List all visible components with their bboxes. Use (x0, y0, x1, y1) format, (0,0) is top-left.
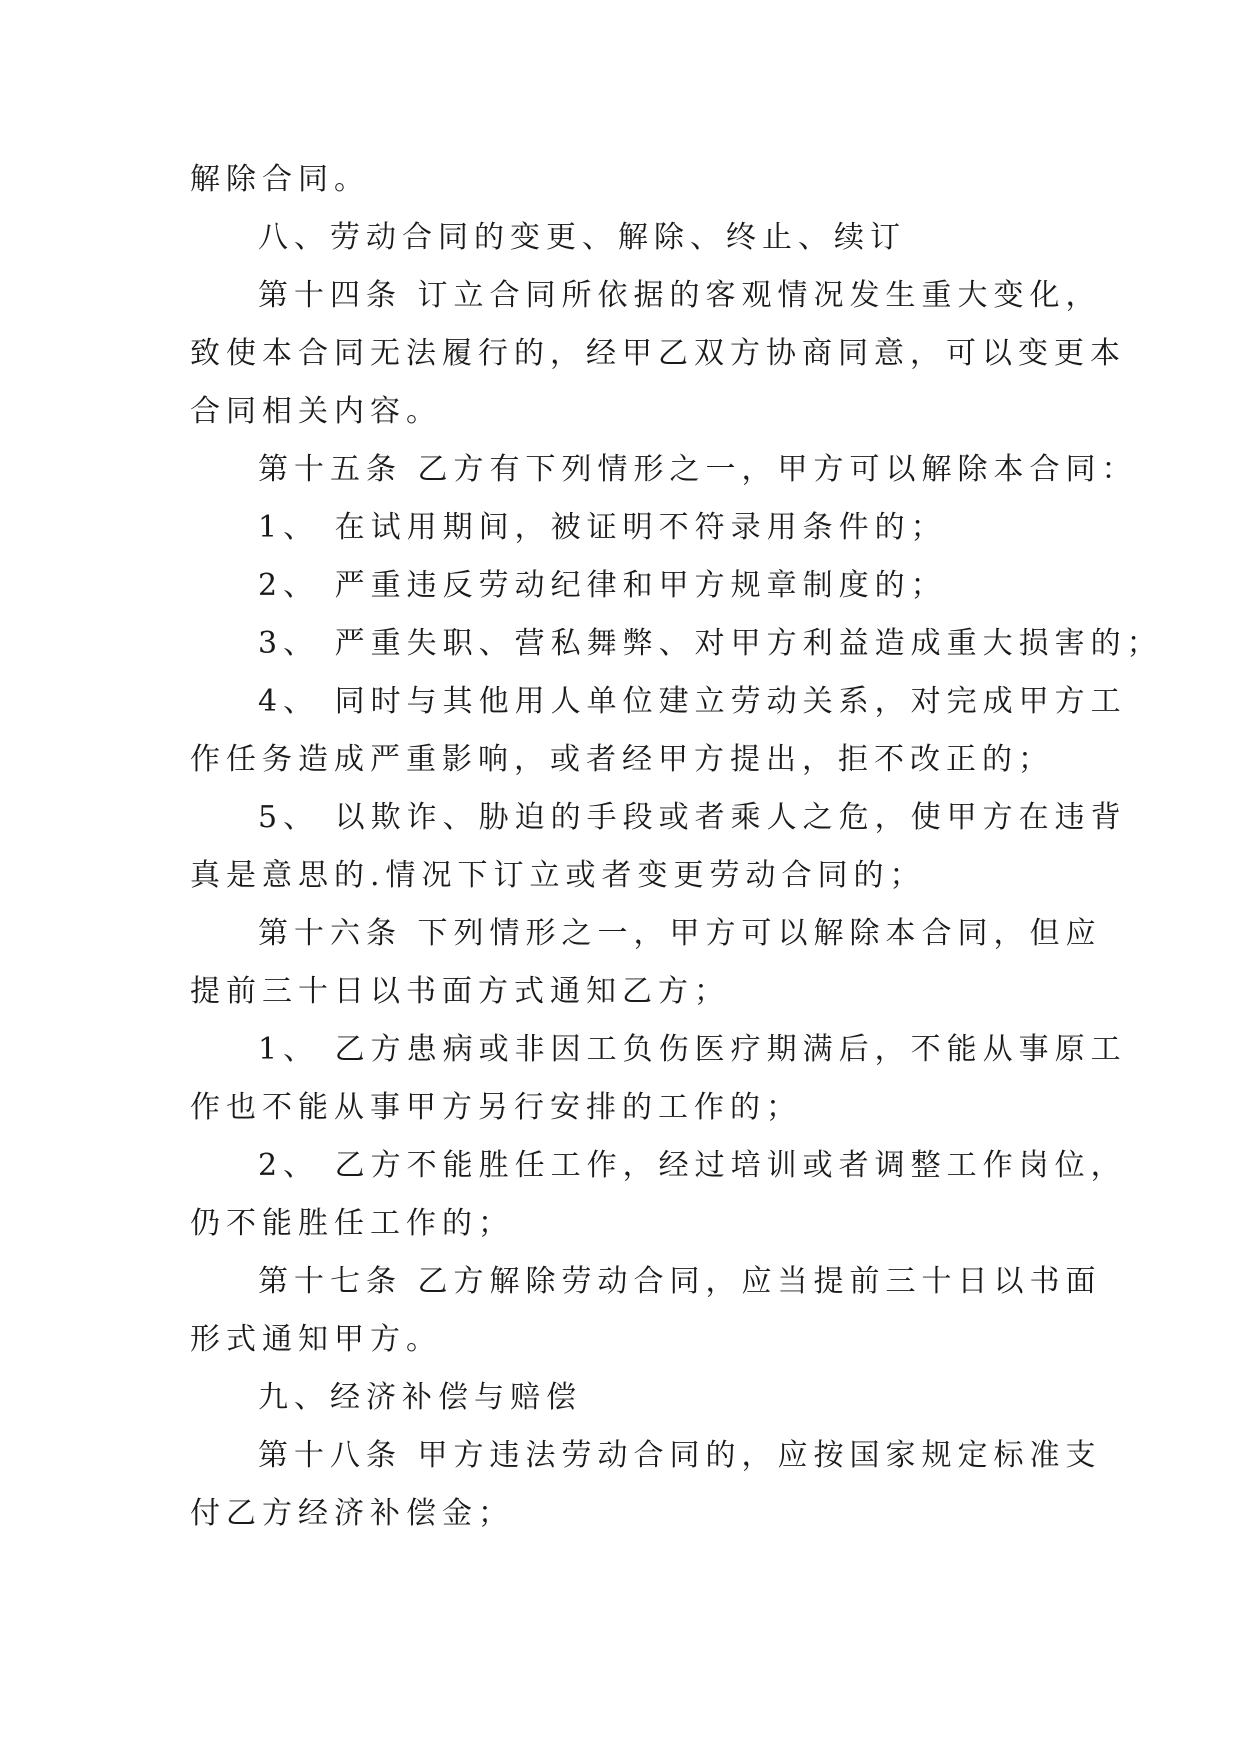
list-item: 2、 乙方不能胜任工作，经过培训或者调整工作岗位， (258, 1148, 1127, 1183)
list-item: 5、 以欺诈、胁迫的手段或者乘人之危，使甲方在违背 (258, 800, 1127, 835)
text-line: 真是意思的.情况下订立或者变更劳动合同的； (190, 858, 926, 893)
text-line: 作任务造成严重影响，或者经甲方提出，拒不改正的； (190, 742, 1054, 777)
text-line: 付乙方经济补偿金； (190, 1496, 514, 1531)
list-item: 1、 乙方患病或非因工负伤医疗期满后，不能从事原工 (258, 1032, 1127, 1067)
section-heading: 九、经济补偿与赔偿 (258, 1380, 582, 1415)
text-line: 提前三十日以书面方式通知乙方； (190, 974, 730, 1009)
list-item: 4、 同时与其他用人单位建立劳动关系，对完成甲方工 (258, 684, 1127, 719)
text-line: 第十六条 下列情形之一，甲方可以解除本合同，但应 (258, 916, 1102, 951)
text-line: 合同相关内容。 (190, 394, 442, 429)
list-item: 3、 严重失职、营私舞弊、对甲方利益造成重大损害的； (258, 626, 1163, 661)
text-line: 第十四条 订立合同所依据的客观情况发生重大变化， (258, 278, 1102, 313)
text-line: 第十七条 乙方解除劳动合同，应当提前三十日以书面 (258, 1264, 1102, 1299)
text-line: 致使本合同无法履行的，经甲乙双方协商同意，可以变更本 (190, 336, 1126, 371)
text-line: 形式通知甲方。 (190, 1322, 442, 1357)
text-line: 仍不能胜任工作的； (190, 1206, 514, 1241)
text-line: 第十五条 乙方有下列情形之一，甲方可以解除本合同： (258, 452, 1138, 487)
text-line: 第十八条 甲方违法劳动合同的，应按国家规定标准支 (258, 1438, 1102, 1473)
list-item: 2、 严重违反劳动纪律和甲方规章制度的； (258, 568, 947, 603)
text-line: 作也不能从事甲方另行安排的工作的； (190, 1090, 802, 1125)
list-item: 1、 在试用期间，被证明不符录用条件的； (258, 510, 947, 545)
section-heading: 八、劳动合同的变更、解除、终止、续订 (258, 220, 906, 255)
text-line: 解除合同。 (190, 162, 370, 197)
